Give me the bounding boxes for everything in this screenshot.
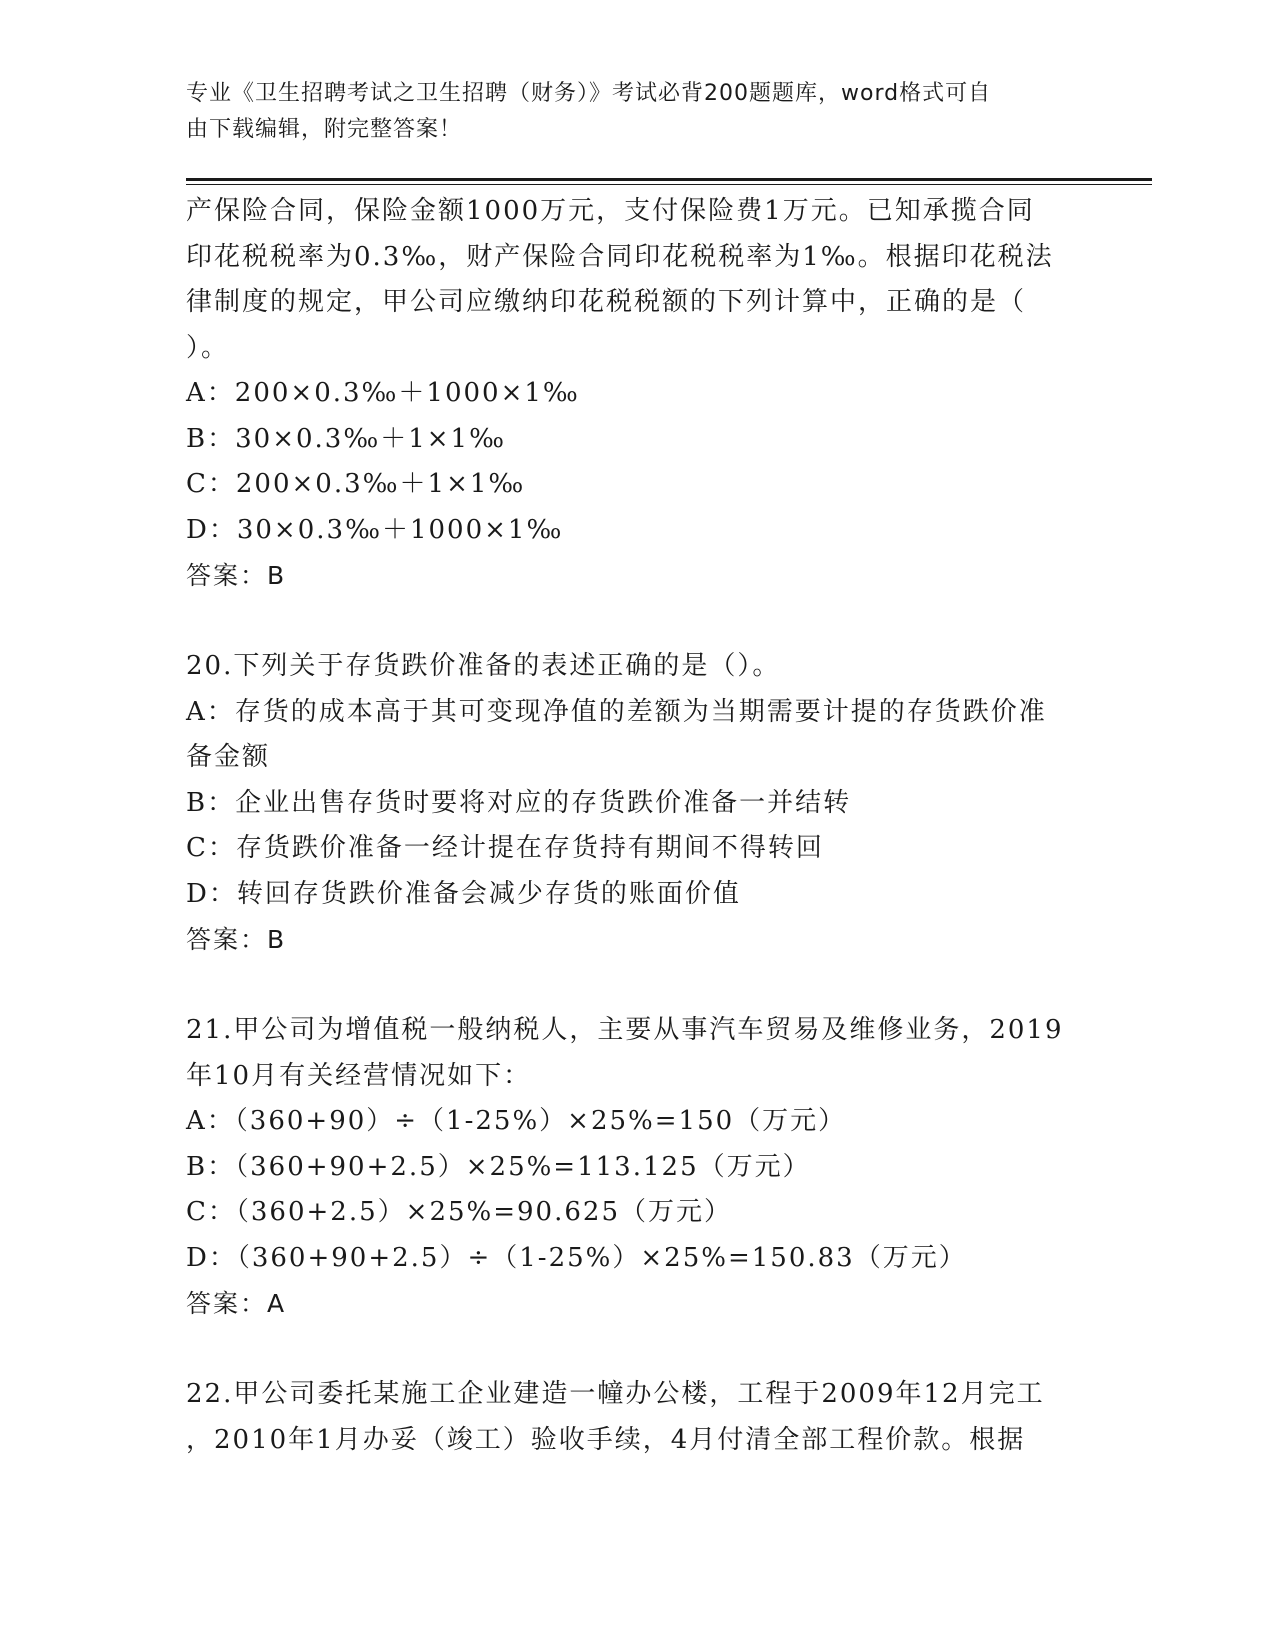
option-d: D：30×0.3‰＋1000×1‰ [186, 514, 564, 545]
option-a: A：（360+90）÷（1-25%）×25%=150（万元） [186, 1106, 847, 1136]
option-b: B：30×0.3‰＋1×1‰ [186, 423, 506, 454]
question-22 [186, 1372, 1086, 1463]
document-body [186, 189, 1086, 1463]
answer-line: 答案：B [186, 561, 287, 590]
question-stem-line: 产保险合同，保险金额1000万元，支付保险费1万元。已知承揽合同 [186, 196, 1035, 226]
header-title-line-2: 由下载编辑，附完整答案！ [186, 117, 463, 142]
question-21 [186, 1008, 1086, 1327]
header-divider-thin [186, 184, 1152, 185]
option-a: A：200×0.3‰＋1000×1‰ [186, 378, 580, 408]
question-stem-line: ，2010年1月办妥（竣工）验收手续，4月付清全部工程价款。根据 [186, 1424, 1026, 1455]
question-stem-line: ）。 [186, 332, 230, 363]
question-stem-line: 年10月有关经营情况如下： [186, 1060, 532, 1091]
option-d: D：（360+90+2.5）÷（1-25%）×25%=150.83（万元） [186, 1242, 967, 1273]
question-spacer [186, 963, 1086, 1009]
option-a: A：存货的成本高于其可变现净值的差额为当期需要计提的存货跌价准 [186, 696, 1047, 727]
question-stem-line: 22.甲公司委托某施工企业建造一幢办公楼，工程于2009年12月完工 [186, 1379, 1045, 1409]
option-c: C：（360+2.5）×25%=90.625（万元） [186, 1197, 732, 1227]
option-c: C：200×0.3‰＋1×1‰ [186, 469, 526, 499]
header-title-line-1: 专业《卫生招聘考试之卫生招聘（财务）》考试必背200题题库，word格式可自 [186, 81, 992, 106]
header-divider-thick [186, 178, 1152, 181]
option-b: B：企业出售存货时要将对应的存货跌价准备一并结转 [186, 787, 852, 818]
question-stem-line: 律制度的规定，甲公司应缴纳印花税税额的下列计算中，正确的是（ [186, 287, 1027, 317]
question-spacer [186, 1327, 1086, 1373]
question-spacer [186, 599, 1086, 645]
question-19 [186, 189, 1086, 599]
question-stem-line: 印花税税率为0.3‰，财产保险合同印花税税率为1‰。根据印花税法 [186, 241, 1054, 272]
question-stem: 20.下列关于存货跌价准备的表述正确的是（）。 [186, 651, 781, 681]
answer-line: 答案：B [186, 925, 287, 954]
question-20 [186, 644, 1086, 963]
option-a-continued: 备金额 [186, 742, 271, 772]
answer-line: 答案：A [186, 1289, 287, 1318]
option-d: D：转回存货跌价准备会减少存货的账面价值 [186, 878, 741, 909]
document-header [186, 76, 1066, 148]
option-c: C：存货跌价准备一经计提在存货持有期间不得转回 [186, 833, 824, 863]
option-b: B：（360+90+2.5）×25%=113.125（万元） [186, 1151, 811, 1182]
question-stem-line: 21.甲公司为增值税一般纳税人，主要从事汽车贸易及维修业务，2019 [186, 1015, 1064, 1045]
